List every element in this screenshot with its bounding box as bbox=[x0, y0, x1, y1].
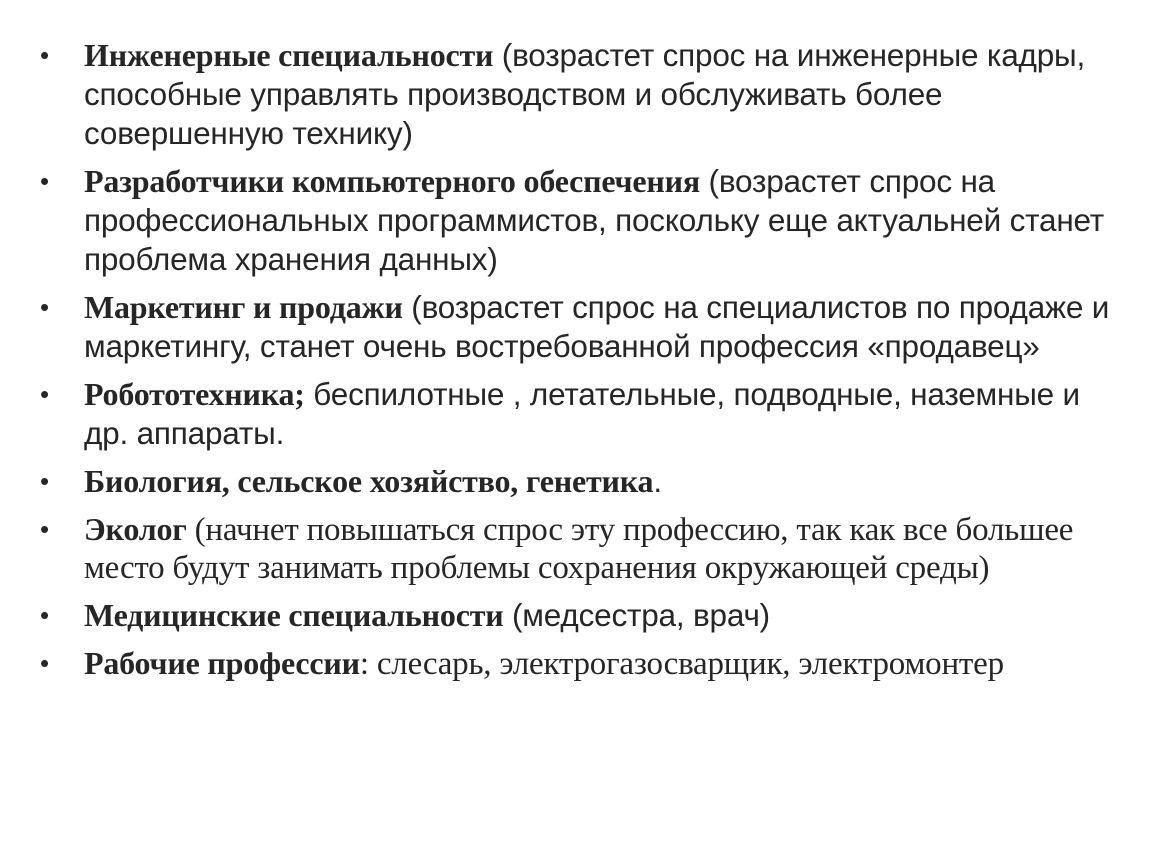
item-description: (возрастет спрос на инженерные кадры, способные управлять производством и обслуживать более совершенную технику) bbox=[84, 37, 1086, 151]
item-term: Разработчики компьютерного обеспечения bbox=[84, 163, 700, 199]
bullet-icon: • bbox=[40, 379, 49, 409]
item-term: Медицинские специальности bbox=[84, 597, 504, 633]
bullet-icon: • bbox=[40, 292, 49, 322]
list-item-marketing bbox=[38, 288, 1128, 366]
item-term: Биология, сельское хозяйство, генетика bbox=[84, 463, 654, 499]
item-description: беспилотные , летательные, подводные, наземные и др. аппараты. bbox=[84, 376, 1080, 451]
item-description: . bbox=[653, 463, 662, 499]
item-description: (возрастет спрос на специалистов по продаже и маркетингу, станет очень востребованной профессия «продавец» bbox=[84, 289, 1110, 364]
item-term: Рабочие профессии bbox=[84, 645, 360, 681]
item-description: : слесарь, электрогазосварщик, электромонтер bbox=[359, 646, 1004, 682]
item-description: (возрастет спрос на профессиональных программистов, поскольку еще актуальней станет проблема хранения данных) bbox=[84, 163, 1105, 277]
list-item-medical bbox=[38, 596, 1128, 635]
item-term: Робототехника; bbox=[84, 376, 305, 412]
bullet-icon: • bbox=[40, 514, 49, 544]
list-item-ecologist bbox=[38, 510, 1128, 587]
item-description: (медсестра, врач) bbox=[503, 597, 770, 633]
item-term: Эколог bbox=[84, 511, 187, 547]
list-item-blue-collar bbox=[38, 644, 1128, 683]
bullet-icon: • bbox=[40, 40, 49, 70]
list-item-robotics bbox=[38, 375, 1128, 453]
bullet-icon: • bbox=[40, 600, 49, 630]
profession-list bbox=[38, 36, 1128, 692]
item-term: Инженерные специальности bbox=[84, 37, 494, 73]
bullet-icon: • bbox=[40, 466, 49, 496]
list-item-engineering bbox=[38, 36, 1128, 153]
bullet-icon: • bbox=[40, 166, 49, 196]
bullet-icon: • bbox=[40, 648, 49, 678]
list-item-software-developers bbox=[38, 162, 1128, 279]
list-item-biology bbox=[38, 462, 1128, 501]
item-term: Маркетинг и продажи bbox=[84, 289, 403, 325]
item-description: (начнет повышаться спрос эту профессию, так как все большее место будут занимать проблемы сохранения окружающей среды) bbox=[84, 512, 1074, 586]
